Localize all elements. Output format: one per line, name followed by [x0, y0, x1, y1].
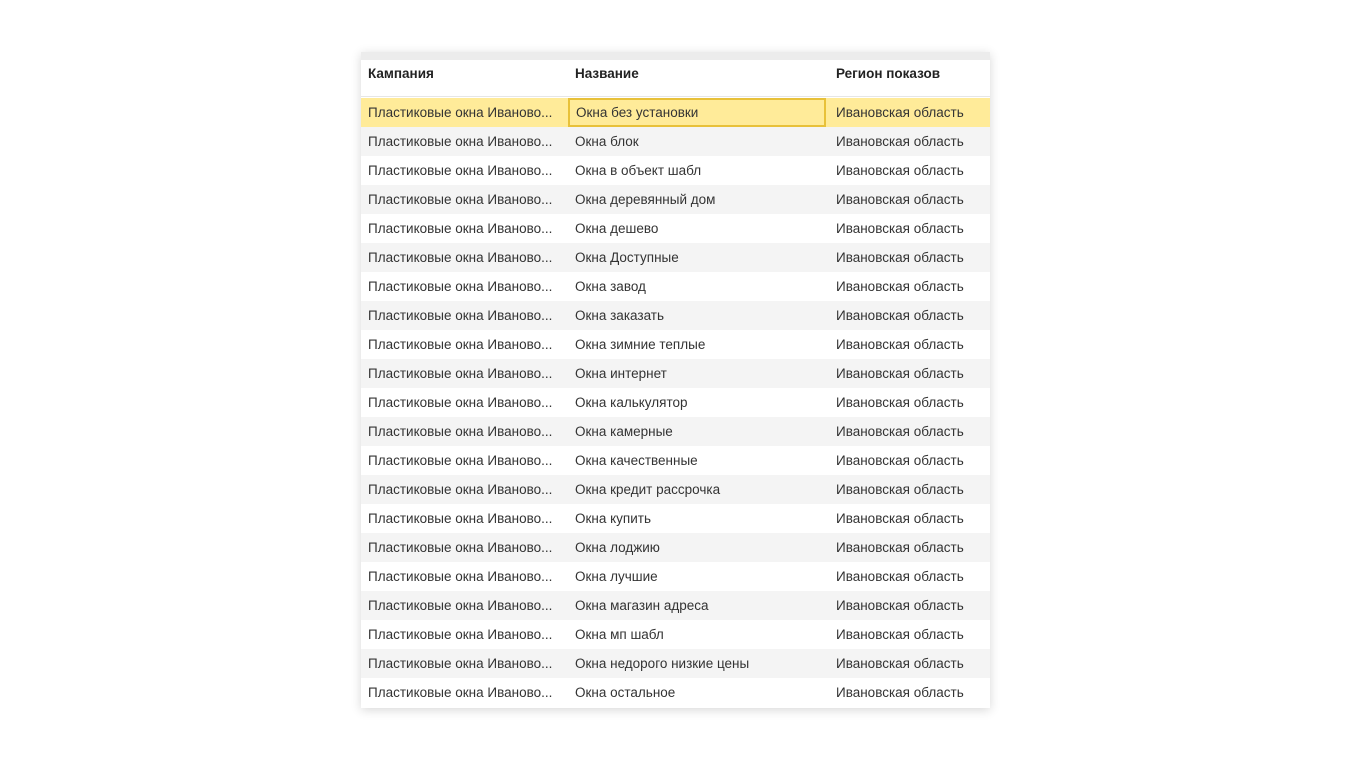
spreadsheet-table	[361, 52, 990, 708]
name-cell[interactable]: Окна мп шабл	[575, 627, 664, 642]
column-header-region[interactable]: Регион показов	[836, 66, 940, 81]
region-cell[interactable]: Ивановская область	[836, 105, 964, 120]
region-cell[interactable]: Ивановская область	[836, 192, 964, 207]
name-cell[interactable]: Окна блок	[575, 134, 639, 149]
table-row[interactable]	[361, 446, 990, 475]
region-cell[interactable]: Ивановская область	[836, 395, 964, 410]
table-row[interactable]	[361, 98, 990, 127]
campaign-cell[interactable]: Пластиковые окна Иваново...	[368, 569, 553, 584]
region-cell[interactable]: Ивановская область	[836, 453, 964, 468]
region-cell[interactable]: Ивановская область	[836, 424, 964, 439]
campaign-cell[interactable]: Пластиковые окна Иваново...	[368, 308, 553, 323]
table-row[interactable]	[361, 156, 990, 185]
table-row[interactable]	[361, 185, 990, 214]
campaign-cell[interactable]: Пластиковые окна Иваново...	[368, 279, 553, 294]
name-cell[interactable]: Окна зимние теплые	[575, 337, 706, 352]
name-cell[interactable]: Окна лучшие	[575, 569, 658, 584]
name-cell[interactable]: Окна недорого низкие цены	[575, 656, 750, 671]
name-cell[interactable]: Окна качественные	[575, 453, 698, 468]
region-cell[interactable]: Ивановская область	[836, 366, 964, 381]
region-cell[interactable]: Ивановская область	[836, 685, 964, 700]
table-row[interactable]	[361, 591, 990, 620]
region-cell[interactable]: Ивановская область	[836, 279, 964, 294]
name-cell[interactable]: Окна заказать	[575, 308, 664, 323]
table-row[interactable]	[361, 562, 990, 591]
table-body	[361, 98, 990, 707]
table-row[interactable]	[361, 620, 990, 649]
name-cell[interactable]: Окна без установки	[568, 98, 826, 127]
name-cell[interactable]: Окна остальное	[575, 685, 676, 700]
table-row[interactable]	[361, 678, 990, 707]
region-cell[interactable]: Ивановская область	[836, 511, 964, 526]
campaign-cell[interactable]: Пластиковые окна Иваново...	[368, 540, 553, 555]
column-header-campaign[interactable]: Кампания	[368, 66, 434, 81]
campaign-cell[interactable]: Пластиковые окна Иваново...	[368, 685, 553, 700]
name-cell[interactable]: Окна дешево	[575, 221, 659, 236]
table-row[interactable]	[361, 127, 990, 156]
region-cell[interactable]: Ивановская область	[836, 221, 964, 236]
campaign-cell[interactable]: Пластиковые окна Иваново...	[368, 598, 553, 613]
column-header-name[interactable]: Название	[575, 66, 639, 81]
name-cell[interactable]: Окна калькулятор	[575, 395, 688, 410]
campaign-cell[interactable]: Пластиковые окна Иваново...	[368, 250, 553, 265]
region-cell[interactable]: Ивановская область	[836, 656, 964, 671]
campaign-cell[interactable]: Пластиковые окна Иваново...	[368, 105, 553, 120]
table-row[interactable]	[361, 330, 990, 359]
table-top-bar	[361, 52, 990, 60]
name-cell[interactable]: Окна купить	[575, 511, 651, 526]
table-row[interactable]	[361, 417, 990, 446]
table-row[interactable]	[361, 475, 990, 504]
table-row[interactable]	[361, 388, 990, 417]
name-cell[interactable]: Окна в объект шабл	[575, 163, 702, 178]
region-cell[interactable]: Ивановская область	[836, 569, 964, 584]
table-row[interactable]	[361, 243, 990, 272]
campaign-cell[interactable]: Пластиковые окна Иваново...	[368, 337, 553, 352]
name-cell[interactable]: Окна завод	[575, 279, 646, 294]
campaign-cell[interactable]: Пластиковые окна Иваново...	[368, 482, 553, 497]
table-row[interactable]	[361, 649, 990, 678]
table-row[interactable]	[361, 533, 990, 562]
table-row[interactable]	[361, 272, 990, 301]
region-cell[interactable]: Ивановская область	[836, 134, 964, 149]
campaign-cell[interactable]: Пластиковые окна Иваново...	[368, 192, 553, 207]
region-cell[interactable]: Ивановская область	[836, 337, 964, 352]
region-cell[interactable]: Ивановская область	[836, 163, 964, 178]
region-cell[interactable]: Ивановская область	[836, 627, 964, 642]
campaign-cell[interactable]: Пластиковые окна Иваново...	[368, 366, 553, 381]
region-cell[interactable]: Ивановская область	[836, 250, 964, 265]
table-header	[361, 60, 990, 97]
campaign-cell[interactable]: Пластиковые окна Иваново...	[368, 453, 553, 468]
campaign-cell[interactable]: Пластиковые окна Иваново...	[368, 221, 553, 236]
name-cell[interactable]: Окна деревянный дом	[575, 192, 716, 207]
region-cell[interactable]: Ивановская область	[836, 308, 964, 323]
table-row[interactable]	[361, 504, 990, 533]
campaign-cell[interactable]: Пластиковые окна Иваново...	[368, 395, 553, 410]
campaign-cell[interactable]: Пластиковые окна Иваново...	[368, 511, 553, 526]
table-row[interactable]	[361, 359, 990, 388]
campaign-cell[interactable]: Пластиковые окна Иваново...	[368, 134, 553, 149]
name-cell[interactable]: Окна Доступные	[575, 250, 679, 265]
name-cell[interactable]: Окна магазин адреса	[575, 598, 709, 613]
region-cell[interactable]: Ивановская область	[836, 482, 964, 497]
name-cell[interactable]: Окна камерные	[575, 424, 673, 439]
table-row[interactable]	[361, 301, 990, 330]
name-cell[interactable]: Окна лоджию	[575, 540, 660, 555]
name-cell[interactable]: Окна интернет	[575, 366, 667, 381]
region-cell[interactable]: Ивановская область	[836, 540, 964, 555]
campaign-cell[interactable]: Пластиковые окна Иваново...	[368, 163, 553, 178]
campaign-cell[interactable]: Пластиковые окна Иваново...	[368, 627, 553, 642]
region-cell[interactable]: Ивановская область	[836, 598, 964, 613]
table-row[interactable]	[361, 214, 990, 243]
campaign-cell[interactable]: Пластиковые окна Иваново...	[368, 424, 553, 439]
name-cell[interactable]: Окна кредит рассрочка	[575, 482, 721, 497]
campaign-cell[interactable]: Пластиковые окна Иваново...	[368, 656, 553, 671]
